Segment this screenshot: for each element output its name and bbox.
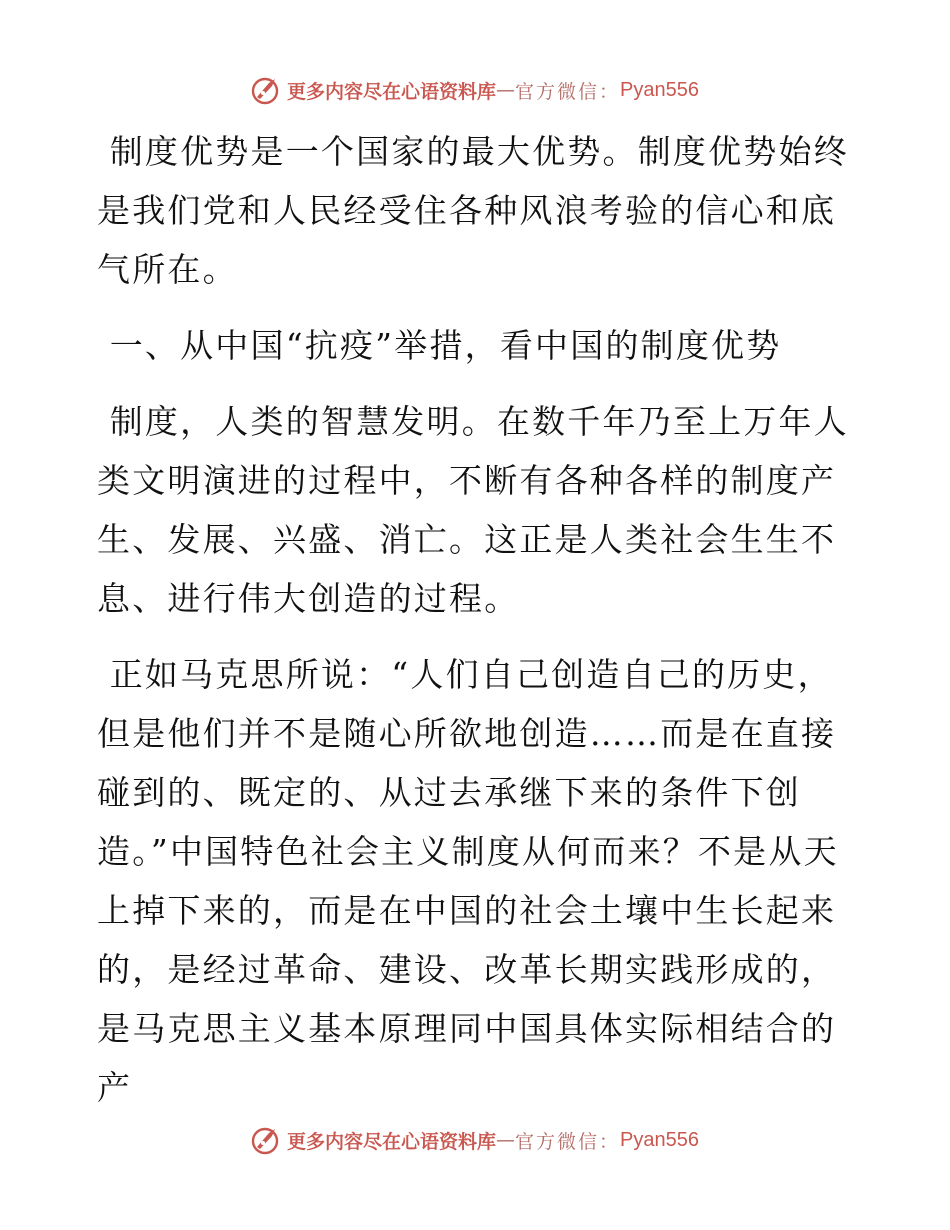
body-paragraph-1: 制度优势是一个国家的最大优势。制度优势始终是我们党和人民经受住各种风浪考验的信心和底气所在。	[97, 132, 849, 289]
quill-pen-logo-icon	[251, 1125, 281, 1155]
footer-brand-text: 更多内容尽在心语资料库	[287, 1130, 497, 1153]
body-paragraph-3: 正如马克思所说：“人们自己创造自己的历史，但是他们并不是随心所欲地创造……而是在直接碰到的、既定的、从过去承继下来的条件下创造。”中国特色社会主义制度从何而来？不是从天上掉下来的，而是在中国的社会土壤中生长起来的，是经过革命、建设、改革长期实践形成的，是马克思主义基本原理同中国具体实际相结合的产	[97, 655, 839, 1107]
body-paragraph-2: 制度，人类的智慧发明。在数千年乃至上万年人类文明演进的过程中，不断有各种各样的制度产生、发展、兴盛、消亡。这正是人类社会生生不息、进行伟大创造的过程。	[97, 402, 849, 618]
footer-wechat-id: Pyan556	[620, 1128, 699, 1151]
header-separator: —	[496, 79, 516, 101]
header-banner	[0, 70, 950, 110]
footer-separator: —	[496, 1129, 516, 1151]
header-wechat-id: Pyan556	[620, 78, 699, 101]
section-heading: 一、从中国“抗疫”举措，看中国的制度优势	[97, 326, 782, 365]
document-body	[97, 122, 853, 1134]
header-wechat-label: 官方微信：	[515, 80, 621, 103]
footer-banner	[0, 1120, 950, 1160]
quill-pen-logo-icon	[251, 75, 281, 105]
footer-wechat-label: 官方微信：	[515, 1130, 621, 1153]
header-brand-text: 更多内容尽在心语资料库	[287, 80, 497, 103]
